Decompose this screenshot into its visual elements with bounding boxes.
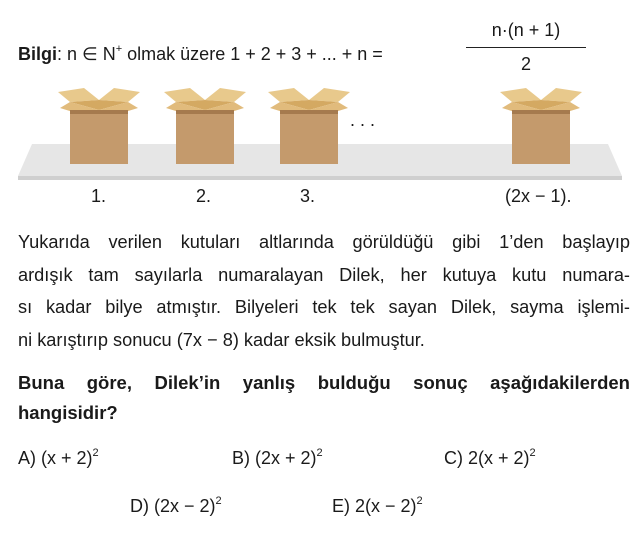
info-condition: n ∈ N — [67, 44, 116, 64]
option-e-exponent: 2 — [416, 495, 423, 507]
option-b-exponent: 2 — [316, 447, 323, 459]
box-label-1: 1. — [91, 186, 107, 206]
option-a-exponent: 2 — [92, 447, 99, 459]
info-label: Bilgi — [18, 44, 57, 64]
box-1 — [56, 88, 142, 166]
problem-paragraph — [18, 226, 630, 356]
option-c-exponent: 2 — [529, 447, 536, 459]
option-d[interactable] — [130, 496, 222, 517]
paragraph-line: Yukarıda verilen kutuları altlarında görüldüğü gibi 1’den başlayıp — [18, 232, 630, 252]
info-colon: : — [57, 44, 68, 64]
info-condition-sup: + — [115, 43, 123, 55]
option-e[interactable] — [332, 496, 423, 517]
info-formula — [18, 14, 638, 84]
question-text — [18, 368, 630, 428]
option-e-text: E) 2(x − 2) — [332, 496, 417, 516]
box-label-3: 3. — [300, 186, 316, 206]
info-statement — [18, 44, 383, 65]
info-sum: olmak üzere 1 + 2 + 3 + ... + n = — [122, 44, 383, 64]
question-line: hangisidir? — [18, 402, 118, 423]
question-line: Buna göre, Dilek’in yanlış bulduğu sonuç aşağıdakilerden — [18, 372, 630, 393]
option-b-text: B) (2x + 2) — [232, 448, 317, 468]
paragraph-line: ni karıştırıp sonucu (7x − 8) kadar eksik bulmuştur. — [18, 329, 425, 350]
box-label-last: (2x − 1). — [505, 186, 572, 206]
box-last — [498, 88, 584, 166]
option-d-exponent: 2 — [215, 495, 222, 507]
box-label-2: 2. — [196, 186, 212, 206]
ellipsis-dots: . . . — [350, 110, 376, 130]
fraction-denominator: 2 — [520, 54, 531, 74]
fraction-numerator: n·(n + 1) — [466, 20, 586, 48]
box-3 — [266, 88, 352, 166]
box-2 — [162, 88, 248, 166]
paragraph-line: ardışık tam sayılarla numaralayan Dilek, her kutuya kutu numara- — [18, 264, 630, 285]
sum-fraction — [466, 20, 586, 75]
paragraph-line: sı kadar bilye atmıştır. Bilyeleri tek tek sayan Dilek, sayma işlemi- — [18, 297, 630, 317]
option-c[interactable] — [444, 448, 536, 469]
option-a[interactable] — [18, 448, 99, 469]
option-a-text: A) (x + 2) — [18, 448, 93, 468]
option-b[interactable] — [232, 448, 323, 469]
option-c-text: C) 2(x + 2) — [444, 448, 530, 468]
option-d-text: D) (2x − 2) — [130, 496, 216, 516]
